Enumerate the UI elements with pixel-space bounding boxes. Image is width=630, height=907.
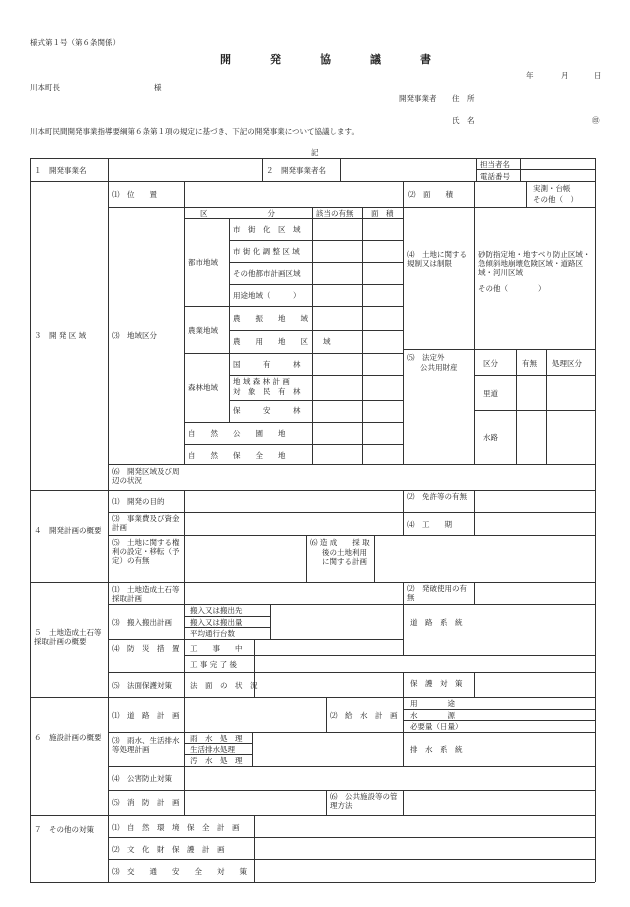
seal-mark: ㊞: [592, 116, 600, 125]
pub-col-kubun: 区分: [483, 359, 498, 368]
shinrin-item: 地 域 森 林 計 画: [233, 377, 290, 386]
business-name-label: ２ 開発事業者名: [266, 166, 326, 175]
toshi-item: 市 街 化 調 整 区 域: [233, 247, 300, 256]
conserve-label: 自 然 保 全 地: [188, 451, 286, 460]
purpose-label: ⑴ 開発の目的: [112, 497, 165, 506]
road-system-label: 道 路 系 統: [410, 618, 463, 627]
location-label: ⑴ 位 置: [112, 190, 157, 199]
use-plan-label: ⑹ 造 成 採 取: [310, 538, 370, 547]
date-day: 日: [594, 71, 602, 80]
disaster-during: 工 事 中: [190, 644, 243, 653]
ki-mark: 記: [311, 148, 319, 157]
shinrin-item: 対 象 民 有 林: [233, 387, 301, 396]
date-month: 月: [561, 71, 569, 80]
area-size-label: ⑵ 面 積: [408, 190, 453, 199]
other-section-label: ７ その他の対策: [34, 825, 94, 834]
cost-label: ⑶ 事業費及び資金計画: [112, 514, 180, 532]
suiro-label: 水路: [483, 433, 498, 442]
permit-label: ⑵ 免許等の有無: [407, 492, 467, 501]
date-year: 年: [526, 71, 534, 80]
other-item: ⑶ 交 通 安 全 対 策: [112, 867, 247, 876]
col-umu: 該当の有無: [316, 209, 354, 218]
law-text: 砂防指定地・地すべり防止区域・急傾斜地崩壊危険区域・道路区域・河川区域: [478, 250, 591, 277]
rights-label: ⑸ 土地に関する権利の設定・移転（予定）の有無: [112, 538, 180, 565]
slope-label: 法 面 の 状 況: [190, 681, 258, 690]
pub-col-umu: 有無: [522, 359, 537, 368]
earth-item-3: ⑶ 搬入搬出計画: [112, 618, 172, 627]
earth-item-4: ⑷ 防 災 措 置: [112, 644, 180, 653]
drain-item: 雨 水 処 理: [190, 734, 243, 743]
rain-plan-label: ⑶ 雨水、生活排水等処理計画: [112, 736, 180, 754]
source-label: 水 源: [410, 711, 455, 720]
col-menseki: 面 積: [371, 209, 394, 218]
road-plan-label: ⑴ 道 路 計 画: [112, 711, 180, 720]
period-label: ⑷ 工 期: [407, 520, 452, 529]
name-label: 氏 名: [452, 116, 475, 125]
plan-section-label: ４ 開発計画の概要: [34, 526, 102, 535]
survey-other-label: その他（ ）: [533, 195, 578, 204]
need-label: 必要量（日量）: [410, 722, 463, 731]
drain-item: 生活排水処理: [190, 745, 235, 754]
other-item: ⑴ 自 然 環 境 保 全 計 画: [112, 823, 240, 832]
nogyo-label: 農業地域: [188, 326, 218, 335]
shinrin-label: 森林地域: [188, 383, 218, 392]
toshi-item: その他都市計画区域: [233, 269, 301, 278]
shinrin-item: 保 安 林: [233, 406, 301, 415]
law-label: ⑷ 土地に関する規制又は制限: [407, 250, 467, 268]
public-label: ⑸ 法定外: [407, 353, 445, 362]
fire-label: ⑸ 消 防 計 画: [112, 798, 180, 807]
satomichi-label: 里道: [483, 389, 498, 398]
in-out-item: 搬入又は搬出先: [190, 606, 243, 615]
nogyo-item: 農 振 地 域: [233, 314, 308, 323]
address-label: 住 所: [452, 94, 475, 103]
addressee: 川本町長: [30, 83, 60, 92]
surround-label: ⑹ 開発区域及び周辺の状況: [112, 467, 180, 485]
drain-item: 汚 水 処 理: [190, 756, 243, 765]
facility-section-label: ６ 施設計画の概要: [34, 733, 102, 742]
col-kubun: 区 分: [200, 209, 275, 218]
zoning-label: ⑶ 地域区分: [112, 331, 157, 340]
shinrin-item: 国 有 林: [233, 360, 301, 369]
area-section-label: ３ 開 発 区 域: [34, 331, 87, 340]
disaster-after: 工 事 完 了 後: [190, 660, 238, 669]
sama: 様: [154, 83, 162, 92]
blast-label: ⑵ 発破使用の有無: [407, 584, 467, 602]
toshi-label: 都市地域: [188, 258, 218, 267]
form-number: 様式第１号（第６条関係）: [30, 38, 120, 47]
public-facility-label: ⑹ 公共施設等の管理方法: [330, 792, 398, 810]
use-plan-text: 後の土地利用に関する計画: [322, 548, 367, 566]
earth-section-label: ５ 土地造成土石等採取計画の概要: [34, 628, 102, 646]
in-out-item: 平均通行台数: [190, 629, 235, 638]
in-out-item: 搬入又は搬出量: [190, 618, 243, 627]
pub-col-shori: 処理区分: [552, 359, 582, 368]
pollution-label: ⑷ 公害防止対策: [112, 774, 172, 783]
toshi-item: 市 街 化 区 域: [233, 225, 301, 234]
park-label: 自 然 公 園 地: [188, 429, 286, 438]
earth-item-1: ⑴ 土地造成土石等採取計画: [112, 585, 180, 603]
nogyo-item: 農 用 地 区 域: [233, 337, 331, 346]
survey-label: 実測・台帳: [533, 184, 571, 193]
drain-system-label: 排 水 系 統: [410, 745, 463, 754]
water-plan-label: ⑵ 給 水 計 画: [330, 711, 398, 720]
other-item: ⑵ 文 化 財 保 護 計 画: [112, 845, 225, 854]
law-other: その他（ ）: [478, 284, 546, 293]
protect-label: 保 護 対 策: [410, 679, 463, 688]
applicant-label: 開発事業者: [399, 94, 437, 103]
use-label: 用 途: [410, 699, 455, 708]
intro-text: 川本町民間開発事業指導要綱第６条第１項の規定に基づき、下記の開発事業について協議します。: [30, 127, 359, 136]
earth-item-5: ⑸ 法面保護対策: [112, 681, 172, 690]
phone-label: 電話番号: [480, 172, 510, 181]
toshi-item: 用途地域（ ）: [233, 291, 301, 300]
public-label-2: 公共用財産: [420, 363, 458, 372]
project-name-label: １ 開発事業名: [34, 166, 87, 175]
person-label: 担当者名: [480, 160, 510, 169]
